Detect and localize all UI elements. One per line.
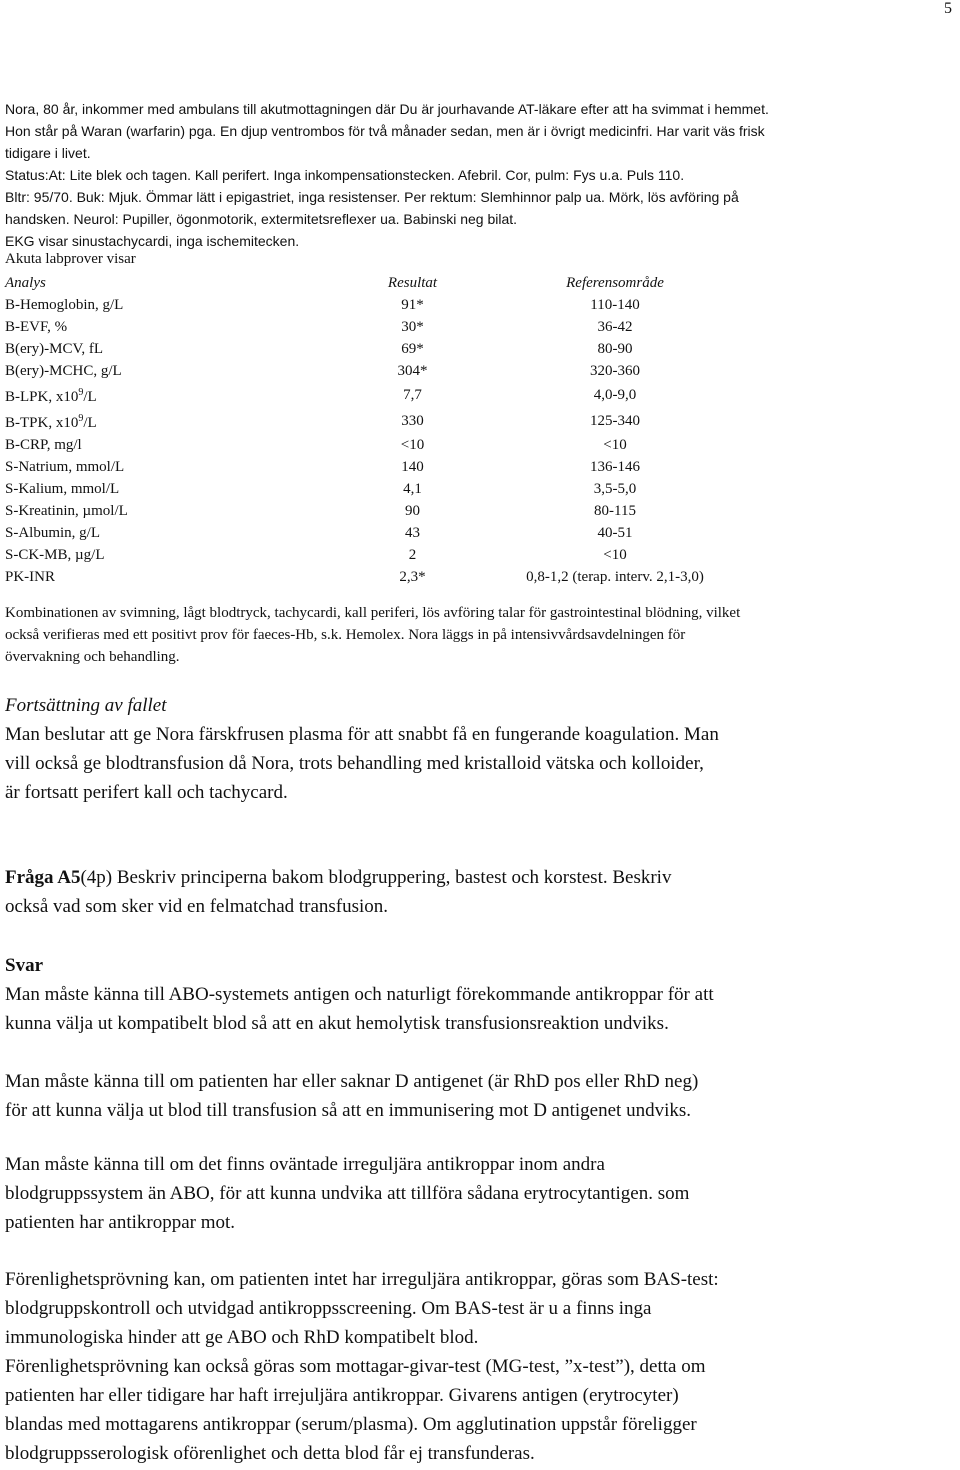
lab-row xyxy=(5,500,740,522)
lab-result: 304* xyxy=(397,363,428,379)
lab-reference: 4,0-9,0 xyxy=(593,387,637,403)
lab-analysis: B(ery)-MCV, fL xyxy=(5,341,104,357)
lab-analysis: S-Natrium, mmol/L xyxy=(5,459,125,475)
question-block xyxy=(5,863,957,921)
question-line: också vad som sker vid en felmatchad transfusion. xyxy=(5,896,389,917)
lab-result: 330 xyxy=(401,413,424,429)
lab-result: 30* xyxy=(401,319,424,335)
answer-line: Förenlighetsprövning kan också göras som mottagar-givar-test (MG-test, ”x-test”), detta om xyxy=(5,1356,706,1377)
lab-row xyxy=(5,316,740,338)
header-reference: Referensområde xyxy=(566,275,664,291)
case-line: tidigare i livet. xyxy=(5,145,91,161)
answer-line: Man måste känna till ABO-systemets antigen och naturligt förekommande antikroppar för att xyxy=(5,984,714,1005)
answer-line: patienten har eller tidigare har haft irrejuljära antikroppar. Givarens antigen (erytrocyter) xyxy=(5,1385,679,1406)
lab-result: 7,7 xyxy=(403,387,422,403)
case-summary xyxy=(5,602,955,668)
labs-title: Akuta labprover visar xyxy=(5,251,136,267)
answer-line: Man måste känna till om det finns oväntade irreguljära antikroppar inom andra xyxy=(5,1154,605,1175)
lab-result: 69* xyxy=(401,341,424,357)
question-line xyxy=(5,863,957,892)
case-line: EKG visar sinustachycardi, inga ischemitecken. xyxy=(5,233,300,249)
lab-result: 43 xyxy=(405,525,420,541)
page-number: 5 xyxy=(944,0,952,17)
lab-results-table xyxy=(5,272,740,588)
case-line: Bltr: 95/70. Buk: Mjuk. Ömmar lätt i epigastriet, inga resistenser. Per rektum: Slemhinnor palp ua. Mörk, lös avföring på xyxy=(5,189,739,205)
lab-row xyxy=(5,478,740,500)
lab-analysis: B-LPK, $x10^9/L$ xyxy=(5,387,97,405)
lab-reference: 40-51 xyxy=(597,525,633,541)
header-analysis: Analys xyxy=(5,275,46,291)
lab-row xyxy=(5,360,740,382)
lab-reference: <10 xyxy=(603,437,627,453)
answer-line: blodgruppsserologisk oförenlighet och detta blod får ej transfunderas. xyxy=(5,1443,535,1464)
answer-line: patienten har antikroppar mot. xyxy=(5,1212,236,1233)
answer-paragraph-2 xyxy=(5,1067,957,1125)
answer-line: kunna välja ut kompatibelt blod så att en akut hemolytisk transfusionsreaktion undviks. xyxy=(5,1013,669,1034)
lab-row xyxy=(5,566,740,588)
answer-line: för att kunna välja ut blod till transfusion så att en immunisering mot D antigenet undviks. xyxy=(5,1100,691,1121)
lab-analysis: S-Kreatinin, µmol/L xyxy=(5,503,128,519)
lab-analysis: B(ery)-MCHC, g/L xyxy=(5,363,122,379)
answer-line: immunologiska hinder att ge ABO och RhD kompatibelt blod. xyxy=(5,1327,479,1348)
case-line: Status:At: Lite blek och tagen. Kall perifert. Inga inkompensationstecken. Afebril. Cor, pulm: Fys u.a. Puls 110. xyxy=(5,167,685,183)
lab-result: <10 xyxy=(400,437,425,453)
answer-line: blandas med mottagarens antikroppar (serum/plasma). Om agglutination uppstår föreligger xyxy=(5,1414,697,1435)
lab-table-header xyxy=(5,272,740,294)
continuation-heading: Fortsättning av fallet xyxy=(5,695,167,716)
lab-analysis: S-Albumin, g/L xyxy=(5,525,101,541)
summary-line: också verifieras med ett positivt prov för faeces-Hb, s.k. Hemolex. Nora läggs in på intensivvårdsavdelningen för xyxy=(5,627,686,643)
lab-row xyxy=(5,544,740,566)
lab-analysis: B-TPK, $x10^9/L$ xyxy=(5,413,97,431)
answer-paragraph-4 xyxy=(5,1265,957,1468)
lab-analysis: S-CK-MB, µg/L xyxy=(5,547,105,563)
lab-result: 90 xyxy=(405,503,420,519)
lab-reference: 110-140 xyxy=(590,297,640,313)
summary-line: övervakning och behandling. xyxy=(5,649,180,665)
lab-analysis: B-EVF, % xyxy=(5,319,68,335)
lab-row xyxy=(5,382,740,408)
lab-reference: <10 xyxy=(603,547,627,563)
lab-reference: 0,8-1,2 (terap. interv. 2,1-3,0) xyxy=(526,569,704,585)
lab-reference: 36-42 xyxy=(597,319,633,335)
lab-row xyxy=(5,294,740,316)
lab-row xyxy=(5,408,740,434)
lab-analysis: S-Kalium, mmol/L xyxy=(5,481,120,497)
lab-analysis: PK-INR xyxy=(5,569,56,585)
answer-heading-block xyxy=(5,951,957,1038)
lab-analysis: B-CRP, mg/l xyxy=(5,437,82,453)
lab-row xyxy=(5,456,740,478)
continuation-line: Man beslutar att ge Nora färskfrusen plasma för att snabbt få en fungerande koagulation. Man xyxy=(5,724,719,745)
lab-reference: 125-340 xyxy=(590,413,640,429)
lab-result: 4,1 xyxy=(403,481,422,497)
answer-paragraph-3 xyxy=(5,1150,957,1237)
lab-reference: 136-146 xyxy=(590,459,640,475)
case-line: Nora, 80 år, inkommer med ambulans till akutmottagningen där Du är jourhavande AT-läkare efter att ha svimmat i hemmet. xyxy=(5,101,769,117)
question-label: Fråga A5 xyxy=(5,867,81,888)
case-line: handsken. Neurol: Pupiller, ögonmotorik, extermitetsreflexer ua. Babinski neg bilat. xyxy=(5,211,518,227)
lab-reference: 80-115 xyxy=(594,503,636,519)
lab-analysis: B-Hemoglobin, g/L xyxy=(5,297,124,313)
lab-reference: 80-90 xyxy=(597,341,633,357)
answer-line: blodgruppssystem än ABO, för att kunna undvika att tillföra sådana erytrocytantigen. som xyxy=(5,1183,690,1204)
case-description xyxy=(5,98,955,252)
lab-row xyxy=(5,338,740,360)
case-line: Hon står på Waran (warfarin) pga. En djup ventrombos för två månader sedan, men är i övrigt medicinfri. Har varit väs frisk xyxy=(5,123,765,139)
continuation-line: vill också ge blodtransfusion då Nora, trots behandling med kristalloid vätska och kolloider, xyxy=(5,753,704,774)
answer-line: Förenlighetsprövning kan, om patienten intet har irreguljära antikroppar, göras som BAS-test: xyxy=(5,1269,719,1290)
lab-result: 2 xyxy=(408,547,417,563)
answer-line: Man måste känna till om patienten har eller saknar D antigenet (är RhD pos eller RhD neg) xyxy=(5,1071,699,1092)
lab-reference: 320-360 xyxy=(590,363,640,379)
continuation-line: är fortsatt perifert kall och tachycard. xyxy=(5,782,288,803)
lab-result: 2,3* xyxy=(399,569,426,585)
lab-reference: 3,5-5,0 xyxy=(593,481,637,497)
lab-result: 91* xyxy=(401,297,424,313)
question-text: (4p) Beskriv principerna bakom blodgruppering, bastest och korstest. Beskriv xyxy=(80,867,672,888)
lab-result: 140 xyxy=(401,459,424,475)
summary-line: Kombinationen av svimning, lågt blodtryck, tachycardi, kall periferi, lös avföring talar för gastrointestinal blödning, vilket xyxy=(5,605,741,621)
answer-line: blodgruppskontroll och utvidgad antikroppsscreening. Om BAS-test är u a finns inga xyxy=(5,1298,652,1319)
case-continuation xyxy=(5,691,957,807)
header-result: Resultat xyxy=(387,275,438,291)
answer-heading: Svar xyxy=(5,955,43,976)
lab-row xyxy=(5,434,740,456)
lab-row xyxy=(5,522,740,544)
